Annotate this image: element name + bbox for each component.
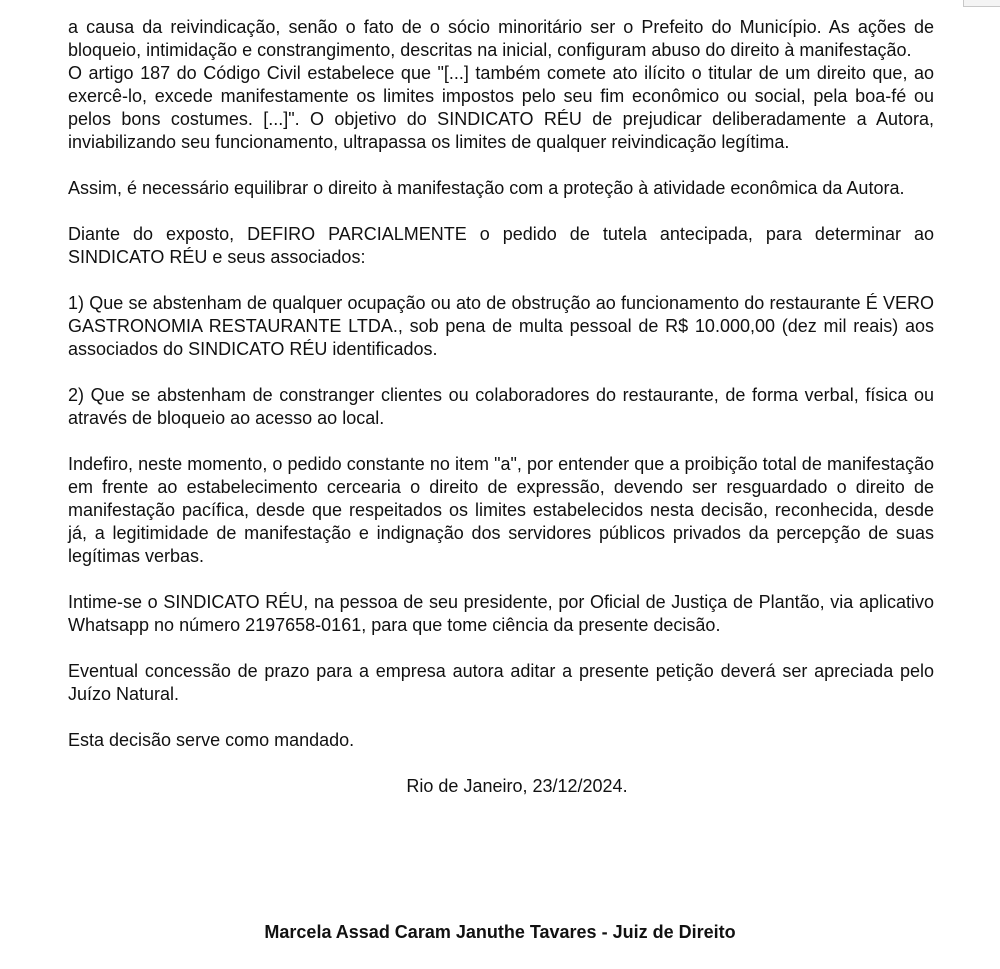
paragraph-order-item-2: 2) Que se abstenham de constranger clientes ou colaboradores do restaurante, de forma verbal, física ou através de bloqueio ao acesso ao local. <box>68 385 934 428</box>
paragraph-summons: Intime-se o SINDICATO RÉU, na pessoa de seu presidente, por Oficial de Justiça de Plantão, via aplicativo Whatsapp no número 2197658-0161, para que tome ciência da presente decisão. <box>68 592 934 635</box>
page-corner-mark <box>963 0 1000 7</box>
judge-signature-line: Marcela Assad Caram Januthe Tavares - Juiz de Direito <box>264 922 736 942</box>
paragraph-mandate-note: Esta decisão serve como mandado. <box>68 730 355 750</box>
document-body <box>68 16 934 798</box>
paragraph-deadline-note: Eventual concessão de prazo para a empresa autora aditar a presente petição deverá ser apreciada pelo Juízo Natural. <box>68 661 934 704</box>
paragraph-ruling-intro: Diante do exposto, DEFIRO PARCIALMENTE o pedido de tutela antecipada, para determinar ao SINDICATO RÉU e seus associados: <box>68 224 934 267</box>
paragraph-balance-of-rights: Assim, é necessário equilibrar o direito à manifestação com a proteção à atividade econômica da Autora. <box>68 178 905 198</box>
paragraph-denial: Indefiro, neste momento, o pedido constante no item "a", por entender que a proibição total de manifestação em frente ao estabelecimento cercearia o direito de expressão, devendo ser resguardado o direito de manifestação pacífica, desde que respeitados os limites estabelecidos nesta decisão, reconhecida, desde já, a legitimidade de manifestação e indignação dos servidores públicos privados da percepção de suas legítimas verbas. <box>68 454 934 566</box>
paragraph-abuse-of-right: a causa da reivindicação, senão o fato de o sócio minoritário ser o Prefeito do Município. As ações de bloqueio, intimidação e constrangimento, descritas na inicial, configuram abuso do direito à manifestação. <box>68 17 934 60</box>
place-and-date: Rio de Janeiro, 23/12/2024. <box>406 776 628 796</box>
paragraph-order-item-1: 1) Que se abstenham de qualquer ocupação ou ato de obstrução ao funcionamento do restaurante É VERO GASTRONOMIA RESTAURANTE LTDA., sob pena de multa pessoal de R$ 10.000,00 (dez mil reais) aos associados do SINDICATO RÉU identificados. <box>68 293 934 359</box>
paragraph-civil-code-article-187: O artigo 187 do Código Civil estabelece que "[...] também comete ato ilícito o titular de um direito que, ao exercê-lo, excede manifestamente os limites impostos pelo seu fim econômico ou social, pela boa-fé ou pelos bons costumes. [...]". O objetivo do SINDICATO RÉU de prejudicar deliberadamente a Autora, inviabilizando seu funcionamento, ultrapassa os limites de qualquer reivindicação legítima. <box>68 63 934 152</box>
